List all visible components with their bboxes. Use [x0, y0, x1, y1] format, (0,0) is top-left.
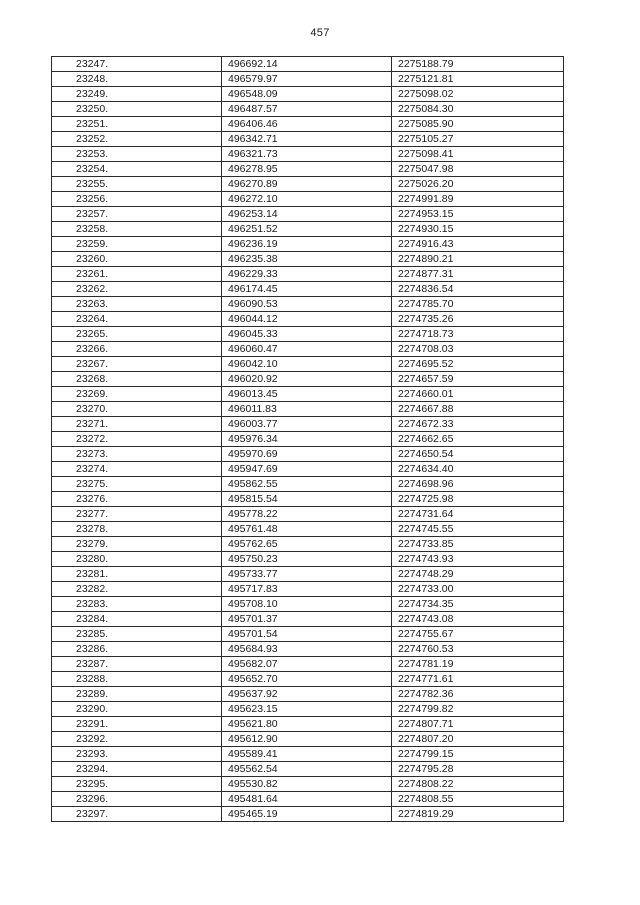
- x-coordinate-cell: 496406.46: [222, 117, 392, 132]
- x-coordinate-cell: 495465.19: [222, 807, 392, 822]
- table-row: [52, 327, 564, 342]
- point-number-cell: 23273.: [52, 447, 222, 462]
- y-coordinate-cell: 2274991.89: [392, 192, 564, 207]
- x-coordinate-cell: 495762.65: [222, 537, 392, 552]
- y-coordinate-cell: 2274799.82: [392, 702, 564, 717]
- table-row: [52, 267, 564, 282]
- y-coordinate-cell: 2274953.15: [392, 207, 564, 222]
- point-number-cell: 23264.: [52, 312, 222, 327]
- y-coordinate-cell: 2274733.00: [392, 582, 564, 597]
- x-coordinate-cell: 495970.69: [222, 447, 392, 462]
- y-coordinate-cell: 2274755.67: [392, 627, 564, 642]
- point-number-cell: 23268.: [52, 372, 222, 387]
- x-coordinate-cell: 495637.92: [222, 687, 392, 702]
- point-number-cell: 23289.: [52, 687, 222, 702]
- y-coordinate-cell: 2274743.08: [392, 612, 564, 627]
- point-number-cell: 23296.: [52, 792, 222, 807]
- point-number-cell: 23275.: [52, 477, 222, 492]
- x-coordinate-cell: 496278.95: [222, 162, 392, 177]
- y-coordinate-cell: 2274657.59: [392, 372, 564, 387]
- x-coordinate-cell: 496020.92: [222, 372, 392, 387]
- table-row: [52, 72, 564, 87]
- table-row: [52, 657, 564, 672]
- coordinates-table-body: [52, 57, 564, 822]
- y-coordinate-cell: 2274672.33: [392, 417, 564, 432]
- table-row: [52, 807, 564, 822]
- point-number-cell: 23251.: [52, 117, 222, 132]
- point-number-cell: 23267.: [52, 357, 222, 372]
- x-coordinate-cell: 495481.64: [222, 792, 392, 807]
- x-coordinate-cell: 495733.77: [222, 567, 392, 582]
- y-coordinate-cell: 2275105.27: [392, 132, 564, 147]
- table-row: [52, 132, 564, 147]
- x-coordinate-cell: 495815.54: [222, 492, 392, 507]
- x-coordinate-cell: 496174.45: [222, 282, 392, 297]
- table-row: [52, 342, 564, 357]
- y-coordinate-cell: 2274698.96: [392, 477, 564, 492]
- point-number-cell: 23274.: [52, 462, 222, 477]
- x-coordinate-cell: 495530.82: [222, 777, 392, 792]
- x-coordinate-cell: 495701.54: [222, 627, 392, 642]
- point-number-cell: 23285.: [52, 627, 222, 642]
- table-row: [52, 162, 564, 177]
- point-number-cell: 23253.: [52, 147, 222, 162]
- y-coordinate-cell: 2274650.54: [392, 447, 564, 462]
- y-coordinate-cell: 2275026.20: [392, 177, 564, 192]
- point-number-cell: 23291.: [52, 717, 222, 732]
- y-coordinate-cell: 2274708.03: [392, 342, 564, 357]
- point-number-cell: 23293.: [52, 747, 222, 762]
- y-coordinate-cell: 2274807.20: [392, 732, 564, 747]
- x-coordinate-cell: 496013.45: [222, 387, 392, 402]
- point-number-cell: 23287.: [52, 657, 222, 672]
- y-coordinate-cell: 2275084.30: [392, 102, 564, 117]
- y-coordinate-cell: 2275121.81: [392, 72, 564, 87]
- y-coordinate-cell: 2274795.28: [392, 762, 564, 777]
- x-coordinate-cell: 495717.83: [222, 582, 392, 597]
- table-row: [52, 552, 564, 567]
- table-row: [52, 297, 564, 312]
- y-coordinate-cell: 2275047.98: [392, 162, 564, 177]
- point-number-cell: 23265.: [52, 327, 222, 342]
- x-coordinate-cell: 495682.07: [222, 657, 392, 672]
- y-coordinate-cell: 2274760.53: [392, 642, 564, 657]
- table-row: [52, 792, 564, 807]
- table-row: [52, 732, 564, 747]
- x-coordinate-cell: 496253.14: [222, 207, 392, 222]
- x-coordinate-cell: 496090.53: [222, 297, 392, 312]
- point-number-cell: 23297.: [52, 807, 222, 822]
- x-coordinate-cell: 495708.10: [222, 597, 392, 612]
- table-row: [52, 102, 564, 117]
- table-row: [52, 282, 564, 297]
- table-row: [52, 642, 564, 657]
- point-number-cell: 23262.: [52, 282, 222, 297]
- y-coordinate-cell: 2274819.29: [392, 807, 564, 822]
- x-coordinate-cell: 495976.34: [222, 432, 392, 447]
- table-row: [52, 147, 564, 162]
- x-coordinate-cell: 495589.41: [222, 747, 392, 762]
- x-coordinate-cell: 496342.71: [222, 132, 392, 147]
- table-row: [52, 687, 564, 702]
- y-coordinate-cell: 2275188.79: [392, 57, 564, 72]
- table-row: [52, 117, 564, 132]
- x-coordinate-cell: 495701.37: [222, 612, 392, 627]
- x-coordinate-cell: 496251.52: [222, 222, 392, 237]
- point-number-cell: 23284.: [52, 612, 222, 627]
- x-coordinate-cell: 495652.70: [222, 672, 392, 687]
- point-number-cell: 23255.: [52, 177, 222, 192]
- point-number-cell: 23250.: [52, 102, 222, 117]
- table-row: [52, 312, 564, 327]
- point-number-cell: 23260.: [52, 252, 222, 267]
- table-row: [52, 87, 564, 102]
- point-number-cell: 23257.: [52, 207, 222, 222]
- y-coordinate-cell: 2274748.29: [392, 567, 564, 582]
- x-coordinate-cell: 495562.54: [222, 762, 392, 777]
- point-number-cell: 23272.: [52, 432, 222, 447]
- y-coordinate-cell: 2274718.73: [392, 327, 564, 342]
- y-coordinate-cell: 2274785.70: [392, 297, 564, 312]
- y-coordinate-cell: 2274807.71: [392, 717, 564, 732]
- x-coordinate-cell: 496487.57: [222, 102, 392, 117]
- y-coordinate-cell: 2274731.64: [392, 507, 564, 522]
- table-row: [52, 522, 564, 537]
- y-coordinate-cell: 2274916.43: [392, 237, 564, 252]
- point-number-cell: 23280.: [52, 552, 222, 567]
- point-number-cell: 23286.: [52, 642, 222, 657]
- table-row: [52, 177, 564, 192]
- table-row: [52, 222, 564, 237]
- table-row: [52, 192, 564, 207]
- table-row: [52, 447, 564, 462]
- y-coordinate-cell: 2274733.85: [392, 537, 564, 552]
- table-row: [52, 402, 564, 417]
- table-row: [52, 612, 564, 627]
- table-row: [52, 672, 564, 687]
- point-number-cell: 23282.: [52, 582, 222, 597]
- table-row: [52, 207, 564, 222]
- table-row: [52, 387, 564, 402]
- x-coordinate-cell: 495623.15: [222, 702, 392, 717]
- table-row: [52, 567, 564, 582]
- y-coordinate-cell: 2274836.54: [392, 282, 564, 297]
- x-coordinate-cell: 495612.90: [222, 732, 392, 747]
- point-number-cell: 23283.: [52, 597, 222, 612]
- point-number-cell: 23276.: [52, 492, 222, 507]
- point-number-cell: 23248.: [52, 72, 222, 87]
- point-number-cell: 23281.: [52, 567, 222, 582]
- table-row: [52, 582, 564, 597]
- x-coordinate-cell: 496045.33: [222, 327, 392, 342]
- y-coordinate-cell: 2274745.55: [392, 522, 564, 537]
- table-row: [52, 627, 564, 642]
- y-coordinate-cell: 2275085.90: [392, 117, 564, 132]
- y-coordinate-cell: 2275098.41: [392, 147, 564, 162]
- x-coordinate-cell: 496236.19: [222, 237, 392, 252]
- y-coordinate-cell: 2274799.15: [392, 747, 564, 762]
- x-coordinate-cell: 495778.22: [222, 507, 392, 522]
- x-coordinate-cell: 496235.38: [222, 252, 392, 267]
- point-number-cell: 23278.: [52, 522, 222, 537]
- y-coordinate-cell: 2274808.22: [392, 777, 564, 792]
- y-coordinate-cell: 2274695.52: [392, 357, 564, 372]
- y-coordinate-cell: 2274734.35: [392, 597, 564, 612]
- point-number-cell: 23252.: [52, 132, 222, 147]
- x-coordinate-cell: 495621.80: [222, 717, 392, 732]
- y-coordinate-cell: 2274725.98: [392, 492, 564, 507]
- point-number-cell: 23266.: [52, 342, 222, 357]
- point-number-cell: 23249.: [52, 87, 222, 102]
- table-row: [52, 507, 564, 522]
- x-coordinate-cell: 496003.77: [222, 417, 392, 432]
- x-coordinate-cell: 496011.83: [222, 402, 392, 417]
- point-number-cell: 23295.: [52, 777, 222, 792]
- x-coordinate-cell: 496060.47: [222, 342, 392, 357]
- x-coordinate-cell: 496272.10: [222, 192, 392, 207]
- x-coordinate-cell: 496044.12: [222, 312, 392, 327]
- y-coordinate-cell: 2274660.01: [392, 387, 564, 402]
- point-number-cell: 23290.: [52, 702, 222, 717]
- table-row: [52, 717, 564, 732]
- point-number-cell: 23263.: [52, 297, 222, 312]
- y-coordinate-cell: 2274808.55: [392, 792, 564, 807]
- table-row: [52, 417, 564, 432]
- point-number-cell: 23261.: [52, 267, 222, 282]
- y-coordinate-cell: 2274930.15: [392, 222, 564, 237]
- point-number-cell: 23254.: [52, 162, 222, 177]
- point-number-cell: 23292.: [52, 732, 222, 747]
- y-coordinate-cell: 2274782.36: [392, 687, 564, 702]
- y-coordinate-cell: 2275098.02: [392, 87, 564, 102]
- table-row: [52, 372, 564, 387]
- table-row: [52, 777, 564, 792]
- point-number-cell: 23288.: [52, 672, 222, 687]
- table-row: [52, 597, 564, 612]
- point-number-cell: 23269.: [52, 387, 222, 402]
- table-row: [52, 252, 564, 267]
- page-number: 457: [310, 27, 330, 39]
- x-coordinate-cell: 496692.14: [222, 57, 392, 72]
- y-coordinate-cell: 2274662.65: [392, 432, 564, 447]
- table-row: [52, 762, 564, 777]
- point-number-cell: 23271.: [52, 417, 222, 432]
- point-number-cell: 23279.: [52, 537, 222, 552]
- x-coordinate-cell: 496229.33: [222, 267, 392, 282]
- x-coordinate-cell: 496042.10: [222, 357, 392, 372]
- table-row: [52, 57, 564, 72]
- x-coordinate-cell: 496548.09: [222, 87, 392, 102]
- x-coordinate-cell: 495862.55: [222, 477, 392, 492]
- y-coordinate-cell: 2274743.93: [392, 552, 564, 567]
- table-row: [52, 747, 564, 762]
- y-coordinate-cell: 2274781.19: [392, 657, 564, 672]
- x-coordinate-cell: 495947.69: [222, 462, 392, 477]
- point-number-cell: 23247.: [52, 57, 222, 72]
- table-row: [52, 492, 564, 507]
- table-row: [52, 702, 564, 717]
- y-coordinate-cell: 2274735.26: [392, 312, 564, 327]
- y-coordinate-cell: 2274667.88: [392, 402, 564, 417]
- table-row: [52, 357, 564, 372]
- x-coordinate-cell: 496579.97: [222, 72, 392, 87]
- point-number-cell: 23294.: [52, 762, 222, 777]
- x-coordinate-cell: 495750.23: [222, 552, 392, 567]
- point-number-cell: 23256.: [52, 192, 222, 207]
- y-coordinate-cell: 2274634.40: [392, 462, 564, 477]
- point-number-cell: 23258.: [52, 222, 222, 237]
- coordinates-table: [51, 56, 564, 822]
- table-row: [52, 462, 564, 477]
- y-coordinate-cell: 2274877.31: [392, 267, 564, 282]
- x-coordinate-cell: 496321.73: [222, 147, 392, 162]
- point-number-cell: 23259.: [52, 237, 222, 252]
- x-coordinate-cell: 496270.89: [222, 177, 392, 192]
- point-number-cell: 23277.: [52, 507, 222, 522]
- table-row: [52, 237, 564, 252]
- table-row: [52, 477, 564, 492]
- point-number-cell: 23270.: [52, 402, 222, 417]
- x-coordinate-cell: 495761.48: [222, 522, 392, 537]
- table-row: [52, 537, 564, 552]
- table-row: [52, 432, 564, 447]
- x-coordinate-cell: 495684.93: [222, 642, 392, 657]
- y-coordinate-cell: 2274890.21: [392, 252, 564, 267]
- y-coordinate-cell: 2274771.61: [392, 672, 564, 687]
